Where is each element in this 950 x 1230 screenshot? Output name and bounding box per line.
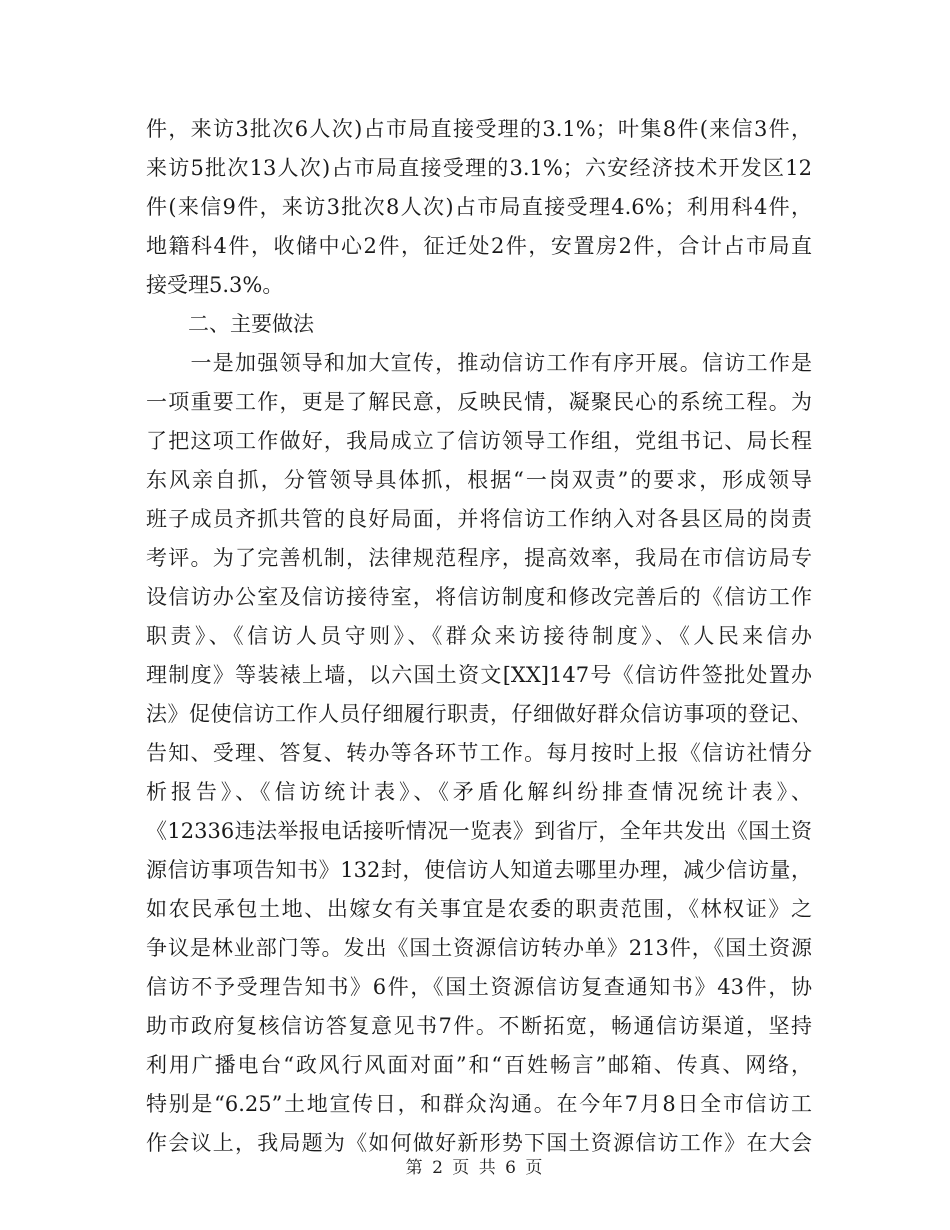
text-line: 析报告》、《信访统计表》、《矛盾化解纠纷排查情况统计表》、	[146, 780, 812, 804]
text-line: 设信访办公室及信访接待室，将信访制度和修改完善后的《信访工作	[146, 585, 812, 609]
text-line: 来访5批次13人次)占市局直接受理的3.1%；六安经济技术开发区12	[146, 156, 812, 180]
page-footer: 第 2 页 共 6 页	[405, 1158, 545, 1178]
text-line: 特别是“6.25”土地宣传日，和群众沟通。在今年7月8日全市信访工	[146, 1092, 812, 1116]
text-line: 考评。为了完善机制，法律规范程序，提高效率，我局在市信访局专	[146, 546, 812, 570]
text-line: 利用广播电台“政风行风面对面”和“百姓畅言”邮箱、传真、网络，	[146, 1053, 812, 1077]
text-line: 助市政府复核信访答复意见书7件。不断拓宽，畅通信访渠道，坚持	[146, 1014, 812, 1038]
text-line: 法》促使信访工作人员仔细履行职责，仔细做好群众信访事项的登记、	[146, 702, 812, 726]
text-line: 一项重要工作，更是了解民意，反映民情，凝聚民心的系统工程。为	[146, 390, 812, 414]
text-line: 了把这项工作做好，我局成立了信访领导工作组，党组书记、局长程	[146, 429, 812, 453]
document-body	[146, 110, 812, 1163]
text-line: 接受理5.3%。	[146, 273, 284, 297]
text-line: 作会议上，我局题为《如何做好新形势下国土资源信访工作》在大会	[146, 1131, 812, 1155]
text-line: 件(来信9件，来访3批次8人次)占市局直接受理4.6%；利用科4件，	[146, 195, 812, 219]
text-line: 地籍科4件，收储中心2件，征迁处2件，安置房2件，合计占市局直	[146, 234, 812, 258]
text-line: 班子成员齐抓共管的良好局面，并将信访工作纳入对各县区局的岗责	[146, 507, 812, 531]
text-line: 一是加强领导和加大宣传，推动信访工作有序开展。信访工作是	[146, 351, 812, 375]
text-line: 《12336违法举报电话接听情况一览表》到省厅，全年共发出《国土资	[146, 819, 812, 843]
text-line: 争议是林业部门等。发出《国土资源信访转办单》213件，《国土资源	[146, 936, 812, 960]
text-line: 理制度》等装裱上墙，以六国土资文[XX]147号《信访件签批处置办	[146, 663, 812, 687]
text-line: 告知、受理、答复、转办等各环节工作。每月按时上报《信访社情分	[146, 741, 812, 765]
text-line: 件，来访3批次6人次)占市局直接受理的3.1%；叶集8件(来信3件，	[146, 117, 812, 141]
section-heading: 二、主要做法	[146, 312, 314, 336]
text-line: 信访不予受理告知书》6件，《国土资源信访复查通知书》43件，协	[146, 975, 812, 999]
text-line: 源信访事项告知书》132封，使信访人知道去哪里办理，减少信访量，	[146, 858, 812, 882]
text-line: 职责》、《信访人员守则》、《群众来访接待制度》、《人民来信办	[146, 624, 812, 648]
text-line: 如农民承包土地、出嫁女有关事宜是农委的职责范围，《林权证》之	[146, 897, 812, 921]
text-line: 东风亲自抓，分管领导具体抓，根据“一岗双责”的要求，形成领导	[146, 468, 812, 492]
